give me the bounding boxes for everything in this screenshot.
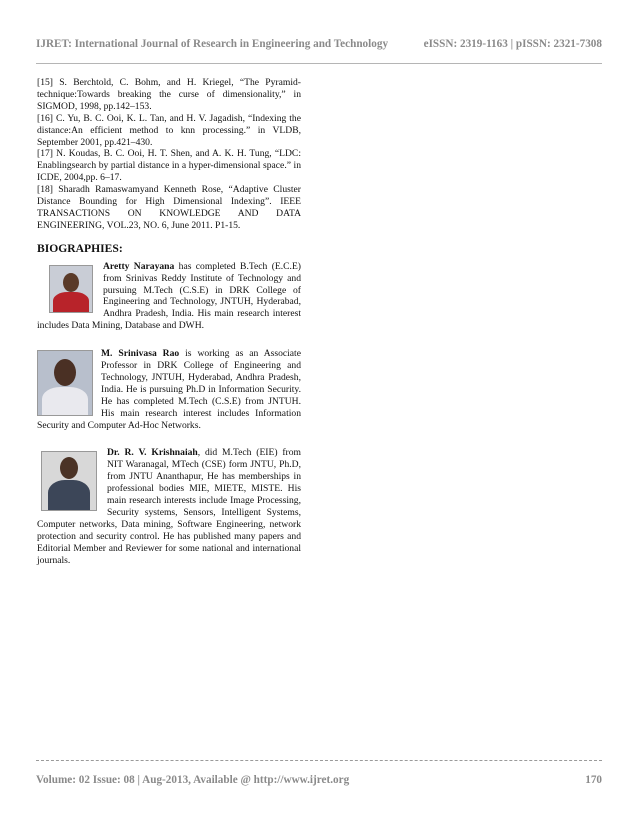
journal-title: IJRET: International Journal of Research in Engineering and Technology (36, 38, 389, 50)
page-number: 170 (585, 774, 602, 786)
reference-15: [15] S. Berchtold, C. Bohm, and H. Kriegel, “The Pyramid-technique:Towards breaking the curse of dimensionality,” in SIGMOD, 1998, pp.142–153. (37, 77, 301, 112)
reference-18: [18] Sharadh Ramaswamyand Kenneth Rose, “Adaptive Cluster Distance Bounding for High Dimensional Indexing”. IEEE TRANSACTIONS ON KNOWLEDGE AND DATA ENGINEERING, VOL.23, NO. 6, June 2011. P1-15. (37, 184, 301, 231)
author-bio-text-2: is working as an Associate Professor in DRK College of Engineering and Technology, JNTUH, Hyderabad, Andhra Pradesh, India. He is pursuing Ph.D in Information Security. He has completed M.Tech (C.S.E) from JNTUH. His main research interest includes Information Security and Computer Ad-Hoc Networks. (37, 348, 301, 431)
journal-issn: eISSN: 2319-1163 | pISSN: 2321-7308 (423, 38, 602, 50)
left-column (37, 77, 301, 583)
author-bio-text-3: , did M.Tech (EIE) from NIT Waranagal, MTech (CSE) form JNTU, Ph.D, from JNTU Ananthapur, He has memberships in professional bodies MIE, MIETE, MISTE. His main research interests include Image Processing, Security systems, Sensors, Intelligent Systems, Computer networks, Data mining, Software Engineering, network protection and security control. He has published many papers and Editorial Member and Reviewer for some national and international journals. (37, 447, 302, 566)
reference-16: [16] C. Yu, B. C. Ooi, K. L. Tan, and H. V. Jagadish, “Indexing the distance:An efficient method to knn processing.” in VLDB, September 2001, pp.421–430. (37, 112, 301, 148)
biography-srinivasa-rao (37, 348, 301, 431)
header-divider (36, 63, 602, 64)
page-footer (36, 774, 602, 786)
reference-17: [17] N. Koudas, B. C. Ooi, H. T. Shen, and A. K. H. Tung, “LDC: Enablingsearch by partial distance in a hyper-dimensional space.” in ICDE, 2004,pp. 6–17. (37, 148, 301, 184)
footer-volume-info: Volume: 02 Issue: 08 | Aug-2013, Available @ http://www.ijret.org (36, 774, 350, 786)
author-bio-text-1: has completed B.Tech (E.C.E) from Srinivas Reddy Institute of Technology and pursuing M.Tech (C.S.E) in DRK College of Engineering and Technology, JNTUH, Hyderabad, Andhra Pradesh, India. His main research interest includes Data Mining, Database and DWH. (37, 260, 301, 332)
page-header (36, 38, 602, 50)
author-photo-2 (37, 350, 93, 416)
footer-divider (36, 760, 602, 761)
biography-aretty-narayana (37, 261, 301, 332)
biography-rv-krishnaiah (37, 447, 301, 566)
author-name-2: M. Srinivasa Rao (101, 348, 180, 360)
author-name-3: Dr. R. V. Krishnaiah (107, 447, 198, 459)
author-photo-1 (49, 265, 93, 313)
author-name-1: Aretty Narayana (103, 260, 175, 272)
author-photo-3 (41, 451, 97, 511)
reference-list (37, 77, 301, 232)
biographies-heading: BIOGRAPHIES: (37, 241, 123, 255)
